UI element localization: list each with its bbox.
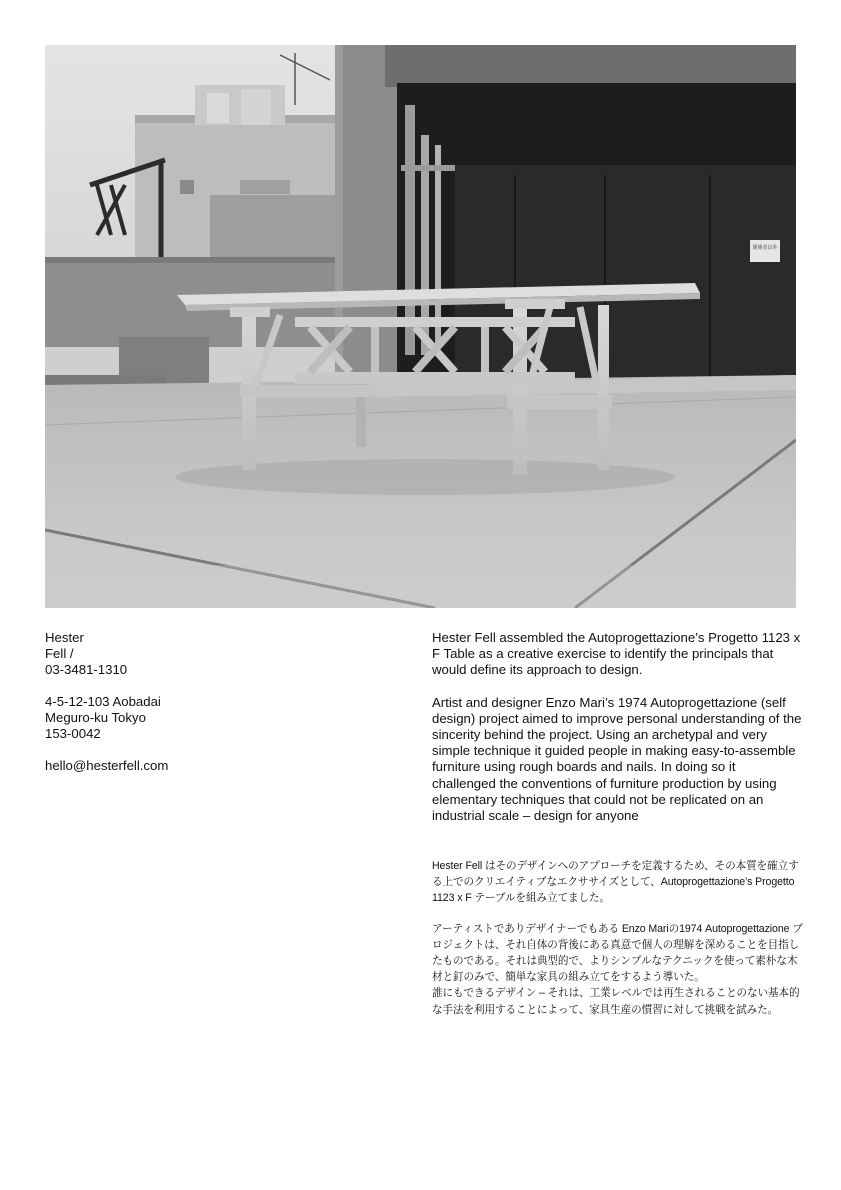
japanese-paragraph-3: 誰にもできるデザイン – それは、工業レベルでは再生されることのない基本的な手法を利用することによって、家具生産の慣習に対して挑戦を試みた。 — [432, 987, 800, 1016]
warning-sign-text: 関係者以外 — [752, 245, 778, 251]
english-paragraph-2: Artist and designer Enzo Mari’s 1974 Autoprogettazione (self design) project aimed to improve personal understanding of the sincerity behind the project. Using an archetypal and very simple technique it guided people in making easy-to-assemble furniture using rough boards and nails. In doing so it challenged the conventions of furniture production by using elementary techniques that could not be replicated on an industrial scale – design for anyone — [432, 694, 802, 824]
phone-number: 03-3481-1310 — [45, 662, 128, 677]
postcode: 153-0042 — [45, 726, 101, 741]
japanese-paragraph-1: Hester Fell はそのデザインへのアプローチを定義するため、その本質を確立する上でのクリエイティブなエクササイズとして、Autoprogettazione’s Progetto 1123 x F テーブルを組み立てました。 — [432, 860, 799, 905]
japanese-description — [432, 858, 804, 1018]
address-line-1: 4-5-12-103 Aobadai — [45, 694, 161, 709]
english-description — [432, 630, 802, 840]
table-photo — [45, 45, 796, 608]
japanese-paragraph-2: アーティストでありデザイナーでもある Enzo Mariの1974 Autoprogettazione プロジェクトは、それ自体の背後にある真意で個人の理解を深めることを目指したものである。それは典型的で、よりシンプルなテクニックを使って素朴な木材と釘のみで、簡単な家具の組み立てをするよう導いた。 — [432, 922, 803, 984]
warning-sign — [750, 240, 780, 262]
contact-spacer — [45, 678, 345, 694]
contact-block — [45, 630, 345, 774]
photo-table-rooftop-icon — [45, 45, 796, 608]
email-link[interactable]: hello@hesterfell.com — [45, 758, 169, 773]
address-line-2: Meguro-ku Tokyo — [45, 710, 146, 725]
name-line-1: Hester — [45, 630, 84, 645]
contact-spacer — [45, 742, 345, 758]
english-paragraph-1: Hester Fell assembled the Autoprogettazione’s Progetto 1123 x F Table as a creative exercise to identify the principals that would define its approach to design. — [432, 630, 801, 678]
name-line-2: Fell / — [45, 646, 74, 661]
